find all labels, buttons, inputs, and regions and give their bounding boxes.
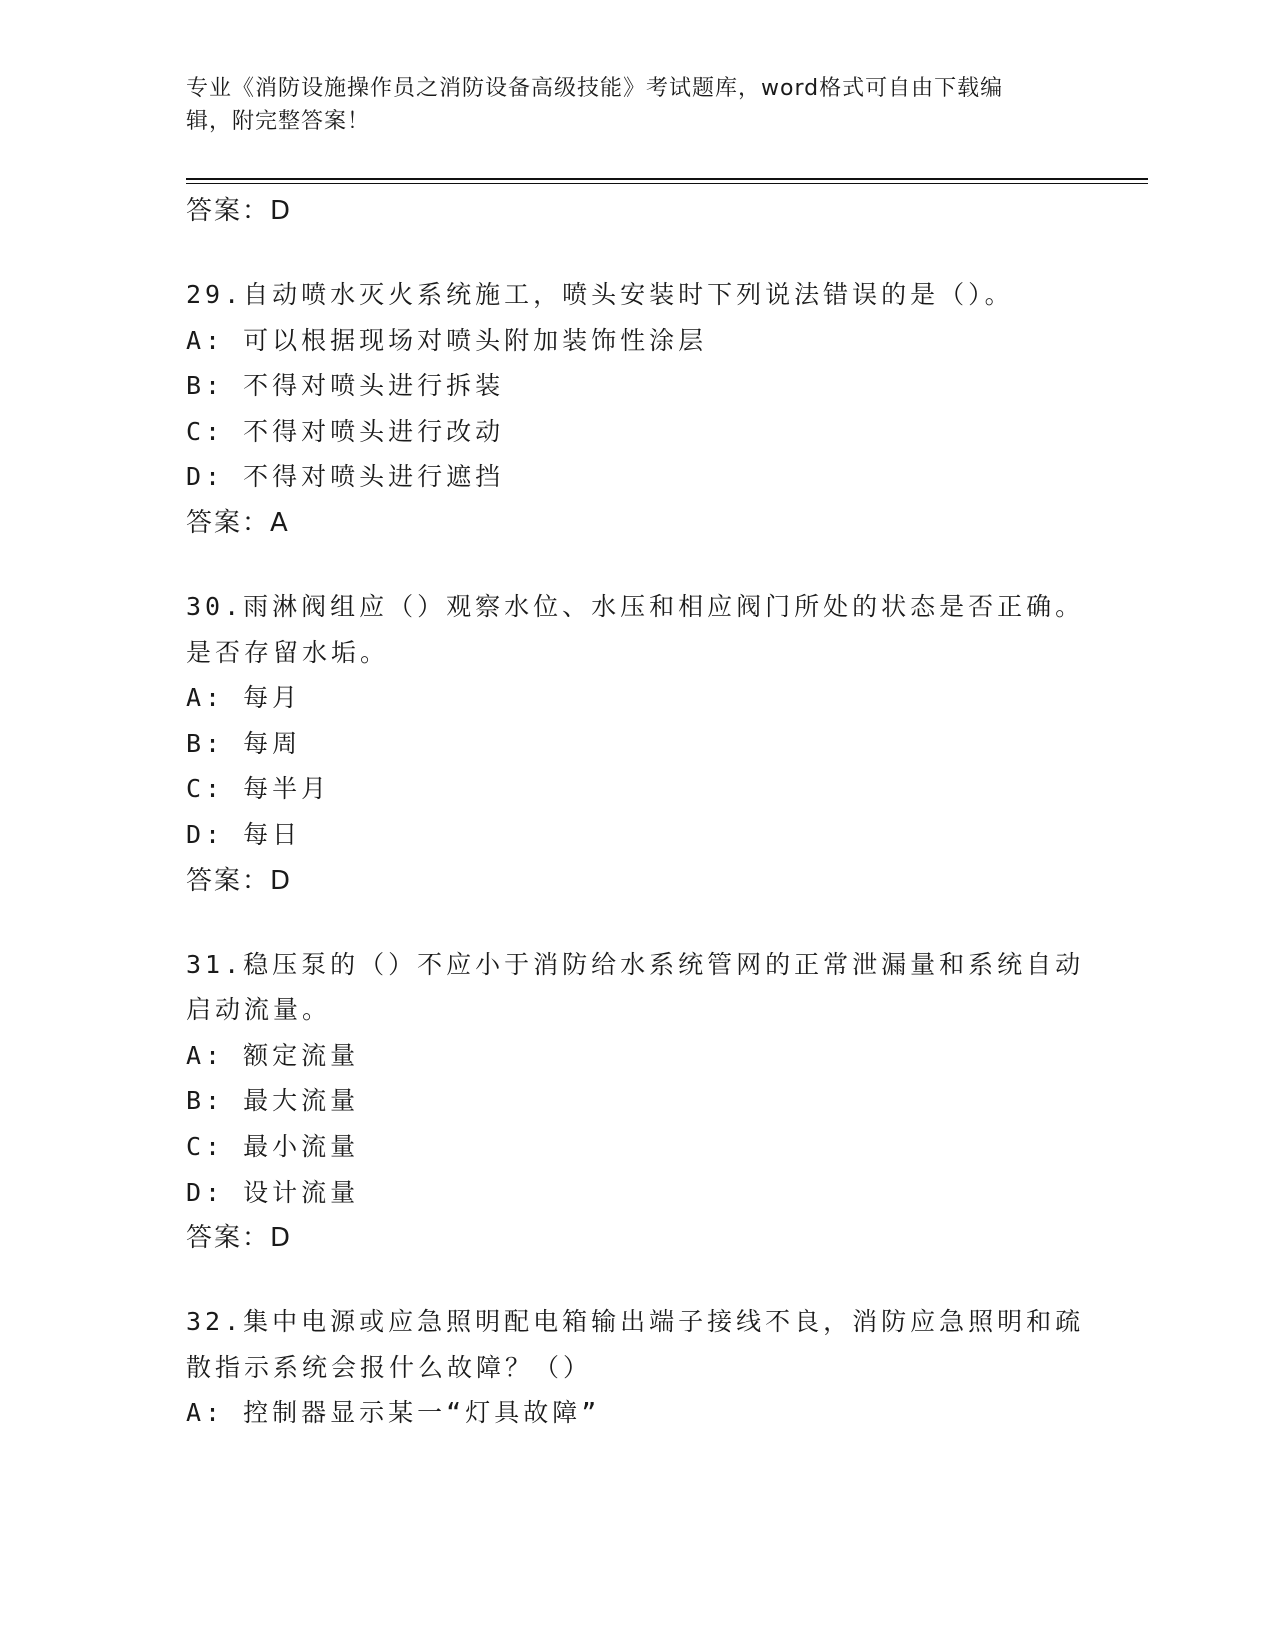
question-stem-continued: 启动流量。 bbox=[186, 995, 332, 1025]
option-d: D: 设计流量 bbox=[186, 1177, 360, 1207]
option-d: D: 不得对喷头进行遮挡 bbox=[186, 462, 505, 492]
spacer bbox=[186, 1261, 1086, 1299]
question-31 bbox=[186, 942, 1086, 1262]
spacer bbox=[186, 546, 1086, 584]
document-header bbox=[186, 72, 1086, 138]
answer: 答案：D bbox=[186, 865, 293, 896]
question-stem-continued: 是否存留水垢。 bbox=[186, 637, 390, 667]
question-stem: 32.集中电源或应急照明配电箱输出端子接线不良，消防应急照明和疏 bbox=[186, 1307, 1085, 1337]
option-b: B: 最大流量 bbox=[186, 1086, 360, 1116]
question-stem: 31.稳压泵的（）不应小于消防给水系统管网的正常泄漏量和系统自动 bbox=[186, 949, 1085, 979]
question-29 bbox=[186, 272, 1086, 546]
spacer bbox=[186, 234, 1086, 272]
header-line-2: 辑，附完整答案！ bbox=[186, 109, 371, 134]
previous-answer: 答案：D bbox=[186, 196, 293, 226]
option-a: A: 每月 bbox=[186, 683, 302, 713]
question-list bbox=[186, 188, 1086, 1436]
header-divider-thick bbox=[186, 178, 1148, 180]
option-c: C: 不得对喷头进行改动 bbox=[186, 416, 505, 446]
option-a: A: 额定流量 bbox=[186, 1040, 360, 1070]
option-b: B: 不得对喷头进行拆装 bbox=[186, 371, 505, 401]
option-a: A: 可以根据现场对喷头附加装饰性涂层 bbox=[186, 325, 708, 355]
header-divider-thin bbox=[186, 183, 1148, 184]
option-a: A: 控制器显示某一“灯具故障” bbox=[186, 1398, 601, 1428]
option-c: C: 每半月 bbox=[186, 774, 331, 804]
answer: 答案：A bbox=[186, 507, 290, 538]
option-c: C: 最小流量 bbox=[186, 1131, 360, 1161]
option-b: B: 每周 bbox=[186, 728, 302, 758]
question-32 bbox=[186, 1299, 1086, 1436]
question-30 bbox=[186, 584, 1086, 904]
option-d: D: 每日 bbox=[186, 819, 302, 849]
header-line-1: 专业《消防设施操作员之消防设备高级技能》考试题库，word格式可自由下载编 bbox=[186, 76, 1004, 101]
question-stem-continued: 散指示系统会报什么故障？（） bbox=[186, 1352, 593, 1382]
question-stem: 29.自动喷水灭火系统施工，喷头安装时下列说法错误的是（）。 bbox=[186, 280, 1014, 309]
answer: 答案：D bbox=[186, 1223, 293, 1254]
spacer bbox=[186, 904, 1086, 942]
question-stem: 30.雨淋阀组应（）观察水位、水压和相应阀门所处的状态是否正确。 bbox=[186, 591, 1085, 621]
